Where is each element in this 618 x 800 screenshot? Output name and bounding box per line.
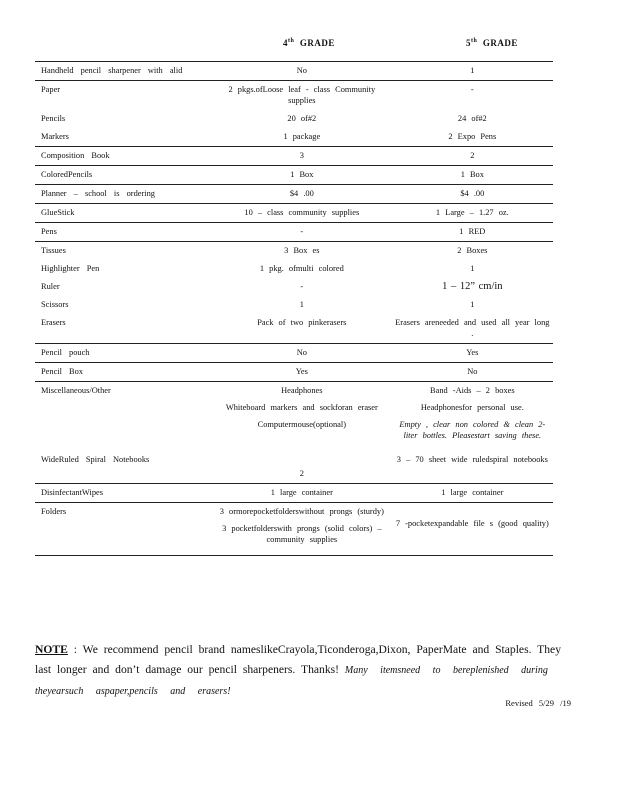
grade5-value-line: 1 RED bbox=[459, 227, 486, 236]
table-row bbox=[35, 147, 553, 166]
grade5-value-line: 2 bbox=[470, 151, 475, 160]
grade4-value bbox=[212, 110, 389, 128]
grade4-value bbox=[212, 451, 389, 484]
grade4-value-line: Yes bbox=[295, 367, 308, 376]
item-name: Tissues bbox=[35, 242, 212, 261]
grade4-value-line: 1 Box bbox=[290, 170, 314, 179]
table-row bbox=[35, 260, 553, 278]
grade4-value bbox=[212, 363, 389, 382]
grade4-value bbox=[212, 204, 389, 223]
grade5-value bbox=[389, 166, 553, 185]
grade5-value-line: 7 -pocketexpandable file s (good quality) bbox=[395, 519, 549, 528]
grade5-value bbox=[389, 314, 553, 344]
grade4-word: GRADE bbox=[299, 38, 335, 48]
grade5-value-line: 2 Boxes bbox=[457, 246, 488, 255]
grade5-value-line: - bbox=[470, 85, 474, 94]
grade4-value-line: - bbox=[300, 227, 304, 236]
grade4-value-line: No bbox=[296, 66, 307, 75]
grade4-value-line: No bbox=[296, 348, 307, 357]
table-row bbox=[35, 128, 553, 147]
grade4-value bbox=[212, 62, 389, 81]
grade4-number: 4 bbox=[283, 38, 288, 48]
grade4-value-line: 1 pkg. ofmulti colored bbox=[259, 264, 344, 273]
table-row bbox=[35, 314, 553, 344]
grade4-value-line: Headphones bbox=[281, 386, 323, 395]
grade4-value-line: 3 Box es bbox=[284, 246, 320, 255]
note-text: : We recommend pencil brand nameslikeCrayola,Ticonderoga,Dixon, PaperMate and Staples. They last longer and don’t damage our pencil sharpeners. Thanks! bbox=[35, 643, 561, 676]
grade4-value bbox=[212, 260, 389, 278]
grade5-value bbox=[389, 382, 553, 452]
grade5-value bbox=[389, 110, 553, 128]
grade4-value bbox=[212, 242, 389, 261]
grade5-word: GRADE bbox=[482, 38, 518, 48]
grade4-value bbox=[212, 166, 389, 185]
grade4-value-line: 3 bbox=[299, 151, 304, 160]
note-label: NOTE bbox=[35, 643, 68, 656]
grade5-value-line: 1 bbox=[470, 66, 475, 75]
table-row bbox=[35, 363, 553, 382]
grade5-value bbox=[389, 81, 553, 111]
grade5-value-line: 24 of#2 bbox=[457, 114, 487, 123]
supply-table bbox=[35, 61, 553, 556]
item-name: Miscellaneous/Other bbox=[35, 382, 212, 452]
grade4-value-line: Whiteboard markers and sockforan eraser bbox=[225, 403, 378, 412]
table-row bbox=[35, 166, 553, 185]
note-paragraph bbox=[35, 640, 570, 702]
table-row bbox=[35, 344, 553, 363]
grade5-value-line: Band -Aids – 2 boxes bbox=[430, 386, 515, 395]
item-name: WideRuled Spiral Notebooks bbox=[41, 455, 150, 464]
item-name: Planner – school is ordering bbox=[35, 185, 212, 204]
item-name: Scissors bbox=[41, 300, 69, 309]
item-name: Highlighter Pen bbox=[41, 264, 100, 273]
grade4-value bbox=[212, 344, 389, 363]
grade5-value-line: No bbox=[467, 367, 478, 376]
grade4-value-line: 1 bbox=[299, 300, 304, 309]
table-row bbox=[35, 110, 553, 128]
grade4-value-line: 1 large container bbox=[270, 488, 333, 497]
grade4-value bbox=[212, 185, 389, 204]
grade4-value bbox=[212, 296, 389, 314]
table-row bbox=[35, 278, 553, 296]
grade5-value bbox=[389, 204, 553, 223]
revised-date: Revised 5/29 /19 bbox=[505, 698, 571, 708]
grade5-value bbox=[389, 260, 553, 278]
item-name: ColoredPencils bbox=[35, 166, 212, 185]
grade4-value-line: Pack of two pinkerasers bbox=[257, 318, 347, 327]
table-row bbox=[35, 503, 553, 556]
grade4-value-line: Computermouse(optional) bbox=[257, 420, 347, 429]
grade5-value bbox=[389, 363, 553, 382]
table-row bbox=[35, 382, 553, 452]
table-row bbox=[35, 242, 553, 261]
grade5-value-line: $4 .00 bbox=[460, 189, 485, 198]
grade5-value bbox=[389, 344, 553, 363]
grade4-value bbox=[212, 314, 389, 344]
grade5-value-line: Erasers areneeded and used all year long . bbox=[395, 318, 550, 338]
grade4-value-line: 3 pocketfolderswith prongs (solid colors) – community supplies bbox=[222, 524, 382, 544]
item-name: Handheld pencil sharpener with alid bbox=[35, 62, 212, 81]
grade5-value-line: 2 Expo Pens bbox=[448, 132, 497, 141]
grade4-value bbox=[212, 382, 389, 452]
table-row bbox=[35, 62, 553, 81]
grade4-value bbox=[212, 503, 389, 556]
grade5-value bbox=[389, 484, 553, 503]
grade5-value-line: 1 – 12” cm/in bbox=[442, 281, 503, 292]
grade5-value bbox=[389, 451, 553, 484]
grade5-value-line: 1 bbox=[470, 300, 475, 309]
grade5-value bbox=[389, 128, 553, 147]
grade5-value-line: 1 large container bbox=[441, 488, 504, 497]
grade5-value-line: Yes bbox=[466, 348, 479, 357]
table-row bbox=[35, 185, 553, 204]
grade4-value-line: 1 package bbox=[283, 132, 321, 141]
note-italic: Many itemsneed to bereplenished during theyearsuch aspaper,pencils and erasers! bbox=[35, 665, 548, 697]
grade5-value-line: 3 – 70 sheet wide ruledspiral notebooks bbox=[396, 455, 548, 464]
item-name: Folders bbox=[35, 503, 212, 556]
grade4-header bbox=[283, 38, 335, 48]
grade4-value-line: 2 bbox=[299, 469, 304, 478]
item-name: Pencils bbox=[41, 114, 66, 123]
grade5-suffix: th bbox=[471, 38, 478, 44]
grade5-value bbox=[389, 503, 553, 556]
grade5-value-line: 1 bbox=[470, 264, 475, 273]
table-row bbox=[35, 81, 553, 111]
grade4-value bbox=[212, 484, 389, 503]
grade5-number: 5 bbox=[466, 38, 471, 48]
grade4-value-line: - bbox=[300, 282, 304, 291]
item-name: Pencil Box bbox=[35, 363, 212, 382]
grade5-value bbox=[389, 296, 553, 314]
item-name: Pens bbox=[35, 223, 212, 242]
supply-table-body bbox=[35, 62, 553, 556]
table-row bbox=[35, 204, 553, 223]
grade4-value bbox=[212, 128, 389, 147]
grade5-value bbox=[389, 62, 553, 81]
grade5-value bbox=[389, 278, 553, 296]
grade4-value bbox=[212, 81, 389, 111]
grade5-value-line: Empty , clear non colored & clean 2-liter bottles. Pleasestart saving these. bbox=[399, 420, 546, 440]
grade4-value bbox=[212, 278, 389, 296]
item-name: Ruler bbox=[41, 282, 60, 291]
item-name: Erasers bbox=[41, 318, 66, 327]
grade5-value bbox=[389, 147, 553, 166]
grade4-value-line: $4 .00 bbox=[289, 189, 314, 198]
grade4-value bbox=[212, 223, 389, 242]
grade4-value-line: 20 of#2 bbox=[287, 114, 317, 123]
table-row bbox=[35, 223, 553, 242]
grade5-value bbox=[389, 185, 553, 204]
grade4-value-line: 10 – class community supplies bbox=[244, 208, 360, 217]
grade5-value-line: 1 Box bbox=[460, 170, 484, 179]
item-name: Pencil pouch bbox=[35, 344, 212, 363]
item-name: Composition Book bbox=[35, 147, 212, 166]
item-name: Markers bbox=[41, 132, 69, 141]
grade5-value bbox=[389, 223, 553, 242]
grade4-value-line: 2 pkgs.ofLoose leaf - class Community supplies bbox=[228, 85, 376, 105]
table-row bbox=[35, 451, 553, 484]
grade5-value-line: Headphonesfor personal use. bbox=[420, 403, 524, 412]
item-name: DisinfectantWipes bbox=[35, 484, 212, 503]
grade5-value bbox=[389, 242, 553, 261]
grade4-suffix: th bbox=[288, 38, 295, 44]
table-row bbox=[35, 296, 553, 314]
grade4-value-line: 3 ormorepocketfolderswithout prongs (sturdy) bbox=[219, 507, 384, 516]
grade4-value bbox=[212, 147, 389, 166]
grade5-value-line: 1 Large – 1.27 oz. bbox=[435, 208, 509, 217]
grade5-header bbox=[466, 38, 518, 48]
table-row bbox=[35, 484, 553, 503]
item-name: GlueStick bbox=[35, 204, 212, 223]
item-name: Paper bbox=[35, 81, 212, 111]
